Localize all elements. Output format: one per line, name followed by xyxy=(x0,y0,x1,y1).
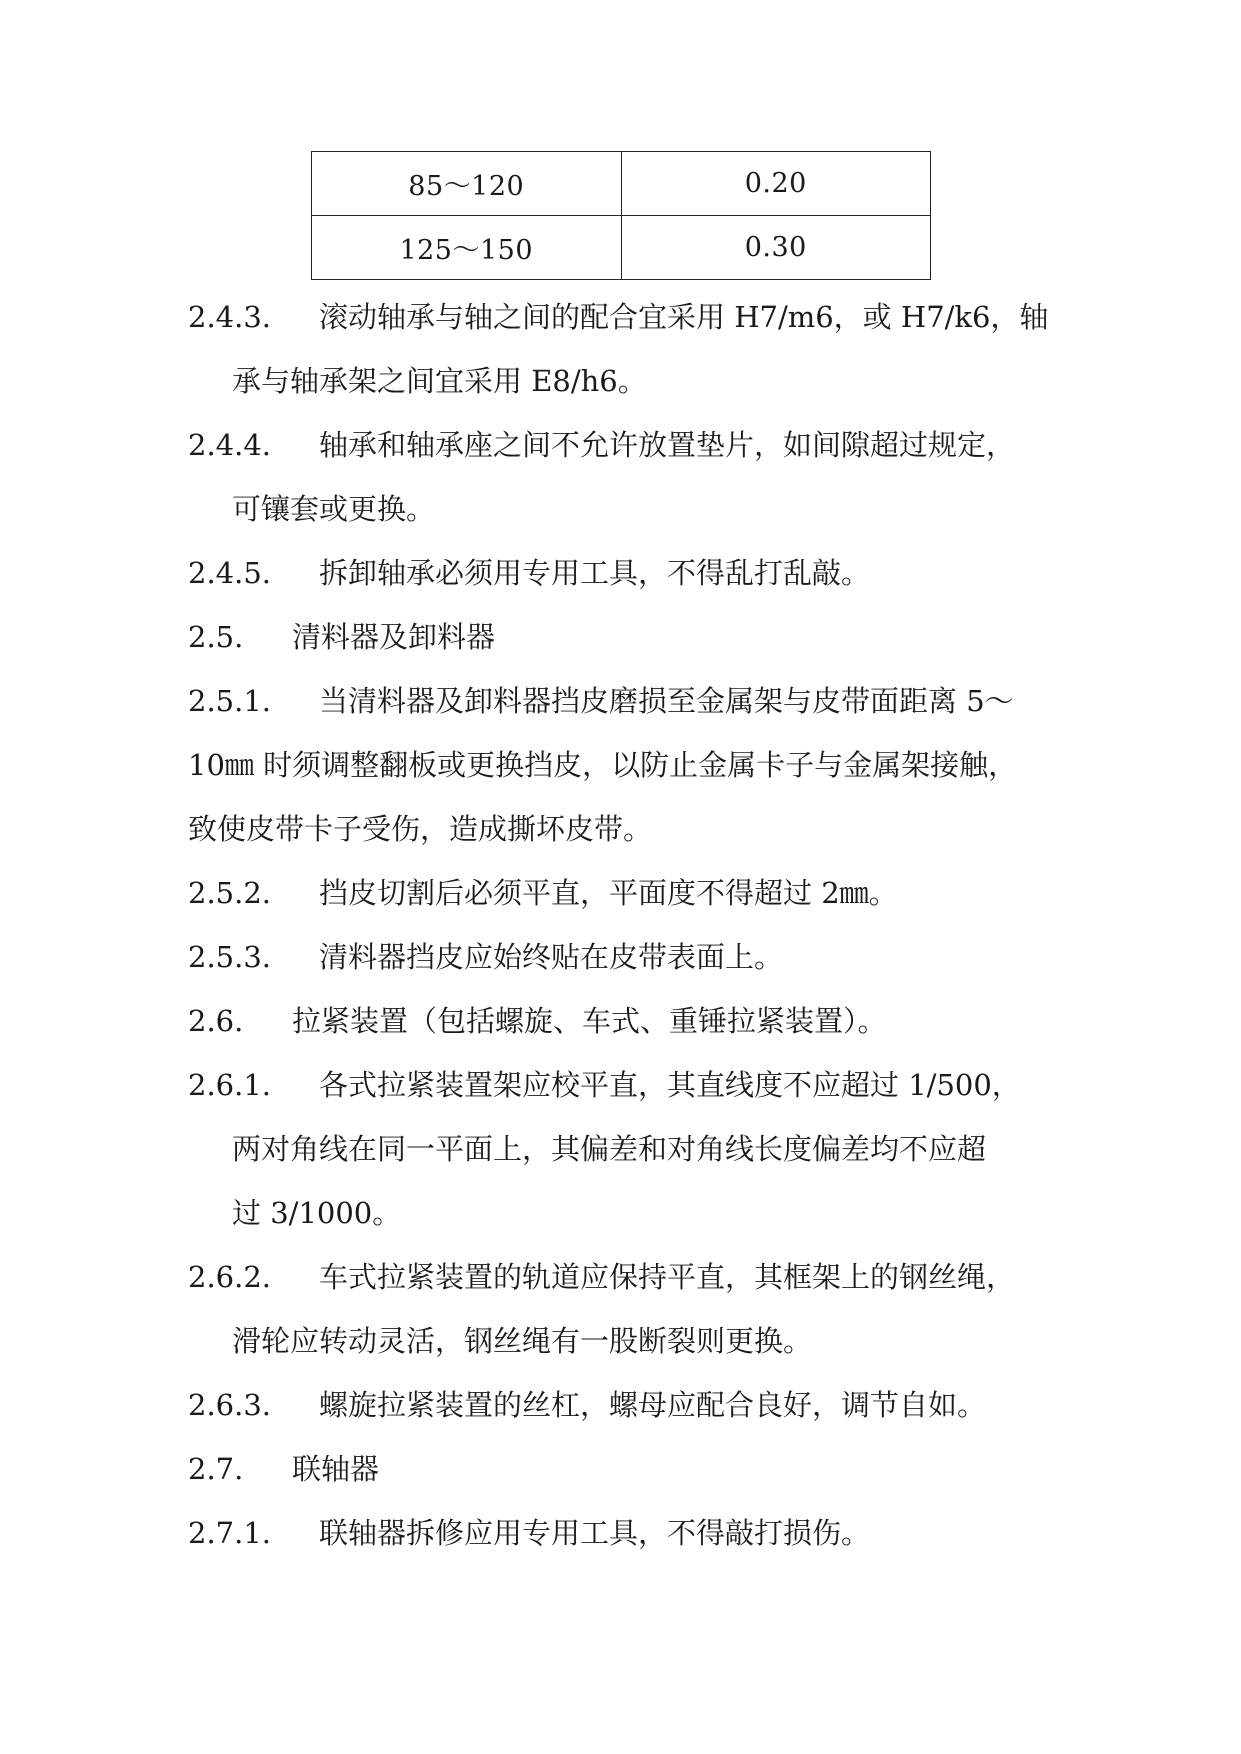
table-cell-value: 0.20 xyxy=(621,152,931,216)
section-title: 联轴器 xyxy=(292,1452,380,1486)
clause-number: 2.6.2. xyxy=(188,1260,272,1294)
clause-2-6-3 xyxy=(188,1385,986,1425)
clause-number: 2.5.2. xyxy=(188,876,272,910)
clause-text: 挡皮切割后必须平直，平面度不得超过 2㎜。 xyxy=(319,876,898,910)
clause-continuation: 过 3/1000。 xyxy=(232,1196,402,1230)
section-2-7 xyxy=(188,1449,379,1489)
table-row xyxy=(312,216,931,280)
clause-2-4-5 xyxy=(188,553,870,593)
section-number: 2.5. xyxy=(188,620,244,654)
clearance-table xyxy=(311,151,931,280)
section-2-5 xyxy=(188,617,495,657)
clause-continuation: 承与轴承架之间宜采用 E8/h6。 xyxy=(232,364,647,398)
table-cell-range: 125～150 xyxy=(312,216,622,280)
section-number: 2.6. xyxy=(188,1004,244,1038)
clause-2-5-2 xyxy=(188,873,898,913)
clause-number: 2.5.1. xyxy=(188,684,272,718)
clause-number: 2.4.3. xyxy=(188,300,272,334)
clause-text: 轴承和轴承座之间不允许放置垫片，如间隙超过规定， xyxy=(319,428,1016,462)
clause-number: 2.6.3. xyxy=(188,1388,272,1422)
clause-text: 当清料器及卸料器挡皮磨损至金属架与皮带面距离 5～ xyxy=(319,684,1014,718)
clause-continuation: 滑轮应转动灵活，钢丝绳有一股断裂则更换。 xyxy=(232,1324,813,1358)
clause-text: 拆卸轴承必须用专用工具，不得乱打乱敲。 xyxy=(319,556,871,590)
table-row xyxy=(312,152,931,216)
clause-text: 联轴器拆修应用专用工具，不得敲打损伤。 xyxy=(319,1516,871,1550)
clause-number: 2.4.5. xyxy=(188,556,272,590)
section-2-6 xyxy=(188,1001,887,1041)
clause-continuation: 10㎜ 时须调整翻板或更换挡皮，以防止金属卡子与金属架接触， xyxy=(188,748,1018,782)
clause-2-4-3 xyxy=(188,297,1048,337)
table-cell-value: 0.30 xyxy=(621,216,931,280)
clause-text: 清料器挡皮应始终贴在皮带表面上。 xyxy=(319,940,784,974)
section-title: 拉紧装置（包括螺旋、车式、重锤拉紧装置）。 xyxy=(292,1004,887,1038)
clause-continuation: 两对角线在同一平面上，其偏差和对角线长度偏差均不应超 xyxy=(232,1132,987,1166)
clause-continuation: 可镶套或更换。 xyxy=(232,492,436,526)
clause-number: 2.5.3. xyxy=(188,940,272,974)
clause-text: 滚动轴承与轴之间的配合宜采用 H7/m6，或 H7/k6，轴 xyxy=(319,300,1049,334)
clause-2-5-3 xyxy=(188,937,783,977)
clause-2-7-1 xyxy=(188,1513,870,1553)
clause-2-4-4 xyxy=(188,425,1015,465)
clause-text: 各式拉紧装置架应校平直，其直线度不应超过 1/500， xyxy=(319,1068,1021,1102)
clause-continuation: 致使皮带卡子受伤，造成撕坏皮带。 xyxy=(188,812,653,846)
clause-number: 2.7.1. xyxy=(188,1516,272,1550)
clause-text: 螺旋拉紧装置的丝杠，螺母应配合良好，调节自如。 xyxy=(319,1388,987,1422)
clause-2-6-1 xyxy=(188,1065,1021,1105)
section-number: 2.7. xyxy=(188,1452,244,1486)
section-title: 清料器及卸料器 xyxy=(292,620,496,654)
clause-number: 2.4.4. xyxy=(188,428,272,462)
clause-2-6-2 xyxy=(188,1257,1015,1297)
clause-text: 车式拉紧装置的轨道应保持平直，其框架上的钢丝绳， xyxy=(319,1260,1016,1294)
clause-2-5-1 xyxy=(188,681,1014,721)
table-cell-range: 85～120 xyxy=(312,152,622,216)
clause-number: 2.6.1. xyxy=(188,1068,272,1102)
